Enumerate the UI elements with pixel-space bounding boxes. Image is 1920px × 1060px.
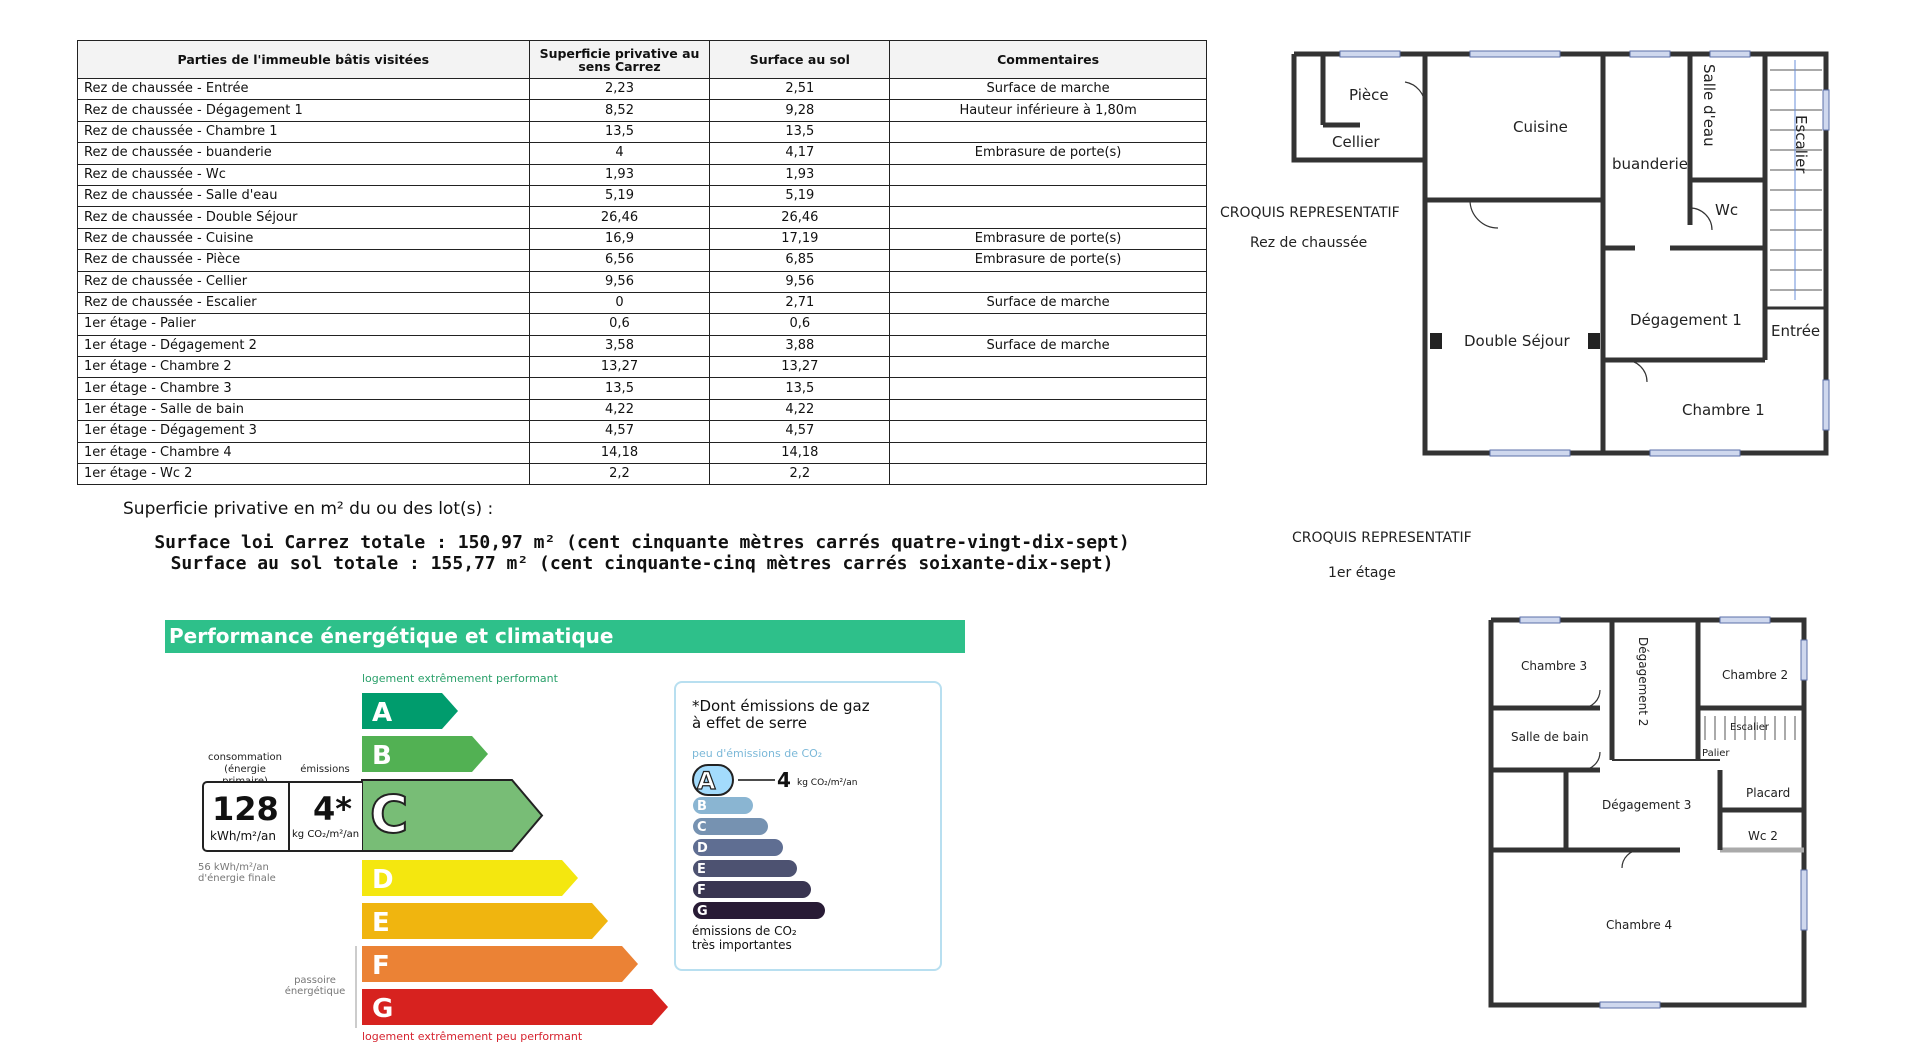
ges-letter-a: A bbox=[697, 767, 716, 795]
room-salle-eau: Salle d'eau bbox=[1700, 64, 1718, 147]
cell-carrez: 8,52 bbox=[529, 100, 710, 121]
room-degagement3: Dégagement 3 bbox=[1602, 798, 1692, 812]
consumption-value: 128 bbox=[212, 790, 279, 828]
cell-sol: 9,56 bbox=[710, 271, 890, 292]
cell-commentaire: Embrasure de porte(s) bbox=[890, 143, 1207, 164]
room-salle-bain: Salle de bain bbox=[1511, 730, 1589, 744]
cell-partie: 1er étage - Salle de bain bbox=[78, 399, 530, 420]
etage-label-1: CROQUIS REPRESENTATIF bbox=[1292, 530, 1472, 546]
header-carrez: Superficie privative au sens Carrez bbox=[529, 41, 710, 79]
cell-carrez: 0,6 bbox=[529, 314, 710, 335]
cell-partie: 1er étage - Chambre 2 bbox=[78, 357, 530, 378]
cell-carrez: 13,5 bbox=[529, 121, 710, 142]
rdc-label-2: Rez de chaussée bbox=[1250, 235, 1368, 251]
cell-carrez: 4,22 bbox=[529, 399, 710, 420]
dpe-letter-b: B bbox=[372, 741, 392, 771]
room-cellier: Cellier bbox=[1332, 133, 1380, 151]
cell-sol: 3,88 bbox=[710, 335, 890, 356]
cell-sol: 13,27 bbox=[710, 357, 890, 378]
finale-note-1: 56 kWh/m²/an bbox=[198, 862, 269, 873]
dpe-letter-e: E bbox=[372, 908, 390, 938]
cell-sol: 13,5 bbox=[710, 121, 890, 142]
cell-carrez: 16,9 bbox=[529, 228, 710, 249]
passoire-2: énergétique bbox=[284, 986, 346, 997]
dpe-letter-f: F bbox=[372, 951, 390, 981]
door-arc bbox=[1622, 850, 1640, 868]
room-piece: Pièce bbox=[1349, 86, 1389, 104]
cell-sol: 9,28 bbox=[710, 100, 890, 121]
cell-sol: 4,22 bbox=[710, 399, 890, 420]
consommation-label: consommation bbox=[207, 752, 283, 763]
rdc-outer-wall bbox=[1294, 54, 1826, 453]
cell-carrez: 14,18 bbox=[529, 442, 710, 463]
cell-partie: 1er étage - Chambre 4 bbox=[78, 442, 530, 463]
room-escalier-etage: Escalier bbox=[1730, 722, 1769, 733]
cell-carrez: 3,58 bbox=[529, 335, 710, 356]
ges-letter-c: C bbox=[697, 820, 707, 835]
cell-partie: 1er étage - Dégagement 2 bbox=[78, 335, 530, 356]
dpe-top-label: logement extrêmement performant bbox=[362, 672, 558, 685]
cell-partie: Rez de chaussée - Cuisine bbox=[78, 228, 530, 249]
cell-sol: 6,85 bbox=[710, 250, 890, 271]
room-buanderie: buanderie bbox=[1612, 155, 1689, 173]
cell-carrez: 13,27 bbox=[529, 357, 710, 378]
cell-sol: 2,2 bbox=[710, 464, 890, 485]
cell-partie: Rez de chaussée - Cellier bbox=[78, 271, 530, 292]
dpe-letter-d: D bbox=[372, 865, 394, 895]
consommation-sub: (énergie bbox=[224, 764, 266, 775]
room-chambre1: Chambre 1 bbox=[1682, 401, 1765, 419]
cell-partie: Rez de chaussée - Pièce bbox=[78, 250, 530, 271]
door-arc bbox=[1582, 752, 1600, 770]
cell-commentaire: Hauteur inférieure à 1,80m bbox=[890, 100, 1207, 121]
ges-letter-e: E bbox=[697, 862, 706, 877]
dpe-letter-g: G bbox=[372, 994, 394, 1024]
cell-partie: Rez de chaussée - buanderie bbox=[78, 143, 530, 164]
cell-commentaire: Surface de marche bbox=[890, 292, 1207, 313]
cell-carrez: 4 bbox=[529, 143, 710, 164]
cell-partie: 1er étage - Chambre 3 bbox=[78, 378, 530, 399]
ges-letter-f: F bbox=[697, 883, 706, 898]
room-escalier: Escalier bbox=[1792, 115, 1810, 174]
room-cuisine: Cuisine bbox=[1513, 118, 1568, 136]
room-double-sejour: Double Séjour bbox=[1464, 332, 1570, 350]
cell-carrez: 5,19 bbox=[529, 185, 710, 206]
door-arc bbox=[1625, 360, 1647, 382]
cell-partie: Rez de chaussée - Double Séjour bbox=[78, 207, 530, 228]
room-wc2: Wc 2 bbox=[1748, 829, 1778, 843]
ges-letter-b: B bbox=[697, 799, 707, 814]
room-placard: Placard bbox=[1746, 786, 1791, 800]
dpe-letter-a: A bbox=[372, 698, 393, 728]
cell-carrez: 2,2 bbox=[529, 464, 710, 485]
cell-carrez: 26,46 bbox=[529, 207, 710, 228]
cell-sol: 17,19 bbox=[710, 228, 890, 249]
cell-carrez: 1,93 bbox=[529, 164, 710, 185]
cell-sol: 2,51 bbox=[710, 79, 890, 100]
cell-partie: 1er étage - Palier bbox=[78, 314, 530, 335]
cell-partie: Rez de chaussée - Dégagement 1 bbox=[78, 100, 530, 121]
passoire-1: passoire bbox=[294, 975, 336, 986]
rdc-plan bbox=[1294, 54, 1826, 453]
header-parties: Parties de l'immeuble bâtis visitées bbox=[78, 41, 530, 79]
header-commentaires: Commentaires bbox=[890, 41, 1207, 79]
dpe-bottom-label: logement extrêmement peu performant bbox=[362, 1030, 583, 1043]
rdc-label-1: CROQUIS REPRESENTATIF bbox=[1220, 205, 1400, 221]
cell-carrez: 9,56 bbox=[529, 271, 710, 292]
ges-low-label: peu d'émissions de CO₂ bbox=[692, 747, 823, 760]
room-degagement1: Dégagement 1 bbox=[1630, 311, 1742, 329]
cell-partie: 1er étage - Wc 2 bbox=[78, 464, 530, 485]
cell-sol: 1,93 bbox=[710, 164, 890, 185]
cell-partie: Rez de chaussée - Wc bbox=[78, 164, 530, 185]
room-entree: Entrée bbox=[1771, 322, 1821, 340]
cell-partie: 1er étage - Dégagement 3 bbox=[78, 421, 530, 442]
ges-unit: kg CO₂/m²/an bbox=[797, 778, 858, 788]
ges-letter-g: G bbox=[697, 904, 708, 919]
sol-total: Surface au sol totale : 155,77 m² (cent cinquante-cinq mètres carrés soixante-dix-sept) bbox=[170, 553, 1114, 574]
room-chambre3: Chambre 3 bbox=[1521, 659, 1588, 673]
finale-note-2: d'énergie finale bbox=[198, 873, 276, 884]
door-arc bbox=[1405, 82, 1425, 106]
radiator bbox=[1430, 333, 1442, 349]
ges-title-2: à effet de serre bbox=[692, 714, 807, 732]
room-palier: Palier bbox=[1702, 748, 1730, 759]
cell-commentaire: Surface de marche bbox=[890, 79, 1207, 100]
room-chambre4: Chambre 4 bbox=[1606, 918, 1673, 932]
ges-foot-2: très importantes bbox=[692, 938, 792, 952]
room-chambre2: Chambre 2 bbox=[1722, 668, 1789, 682]
dpe-letter-c: C bbox=[370, 785, 409, 846]
cell-sol: 2,71 bbox=[710, 292, 890, 313]
header-sol: Surface au sol bbox=[710, 41, 890, 79]
emissions-label: émissions bbox=[300, 764, 350, 775]
rdc-staircase bbox=[1770, 60, 1822, 300]
radiator bbox=[1588, 333, 1600, 349]
door-arc bbox=[1470, 200, 1498, 228]
consumption-unit: kWh/m²/an bbox=[210, 829, 276, 843]
cell-carrez: 13,5 bbox=[529, 378, 710, 399]
cell-commentaire: Embrasure de porte(s) bbox=[890, 228, 1207, 249]
cell-commentaire: Surface de marche bbox=[890, 335, 1207, 356]
cell-carrez: 0 bbox=[529, 292, 710, 313]
door-arc bbox=[1690, 208, 1712, 230]
door-arc bbox=[1582, 690, 1600, 708]
cell-sol: 5,19 bbox=[710, 185, 890, 206]
cell-partie: Rez de chaussée - Salle d'eau bbox=[78, 185, 530, 206]
room-degagement2: Dégagement 2 bbox=[1636, 637, 1650, 727]
cell-commentaire: Embrasure de porte(s) bbox=[890, 250, 1207, 271]
ges-letter-d: D bbox=[697, 841, 708, 856]
cell-partie: Rez de chaussée - Entrée bbox=[78, 79, 530, 100]
ges-title-1: *Dont émissions de gaz bbox=[692, 697, 870, 715]
ges-foot-1: émissions de CO₂ bbox=[692, 924, 797, 938]
cell-sol: 14,18 bbox=[710, 442, 890, 463]
energy-section-title: Performance énergétique et climatique bbox=[165, 620, 965, 653]
cell-sol: 0,6 bbox=[710, 314, 890, 335]
totals-intro: Superficie privative en m² du ou des lot(s) : bbox=[123, 499, 494, 519]
cell-sol: 26,46 bbox=[710, 207, 890, 228]
room-wc: Wc bbox=[1715, 201, 1739, 219]
carrez-total: Surface loi Carrez totale : 150,97 m² (cent cinquante mètres carrés quatre-vingt-dix-sept) bbox=[154, 532, 1130, 553]
cell-partie: Rez de chaussée - Chambre 1 bbox=[78, 121, 530, 142]
ges-value: 4 bbox=[777, 768, 791, 792]
cell-carrez: 4,57 bbox=[529, 421, 710, 442]
cell-sol: 4,57 bbox=[710, 421, 890, 442]
cell-partie: Rez de chaussée - Escalier bbox=[78, 292, 530, 313]
rdc-windows bbox=[1340, 51, 1829, 456]
emissions-unit: kg CO₂/m²/an bbox=[292, 829, 360, 840]
cell-carrez: 2,23 bbox=[529, 79, 710, 100]
cell-sol: 4,17 bbox=[710, 143, 890, 164]
cell-carrez: 6,56 bbox=[529, 250, 710, 271]
cell-sol: 13,5 bbox=[710, 378, 890, 399]
etage-label-2: 1er étage bbox=[1328, 565, 1396, 581]
emissions-value: 4* bbox=[313, 790, 352, 828]
